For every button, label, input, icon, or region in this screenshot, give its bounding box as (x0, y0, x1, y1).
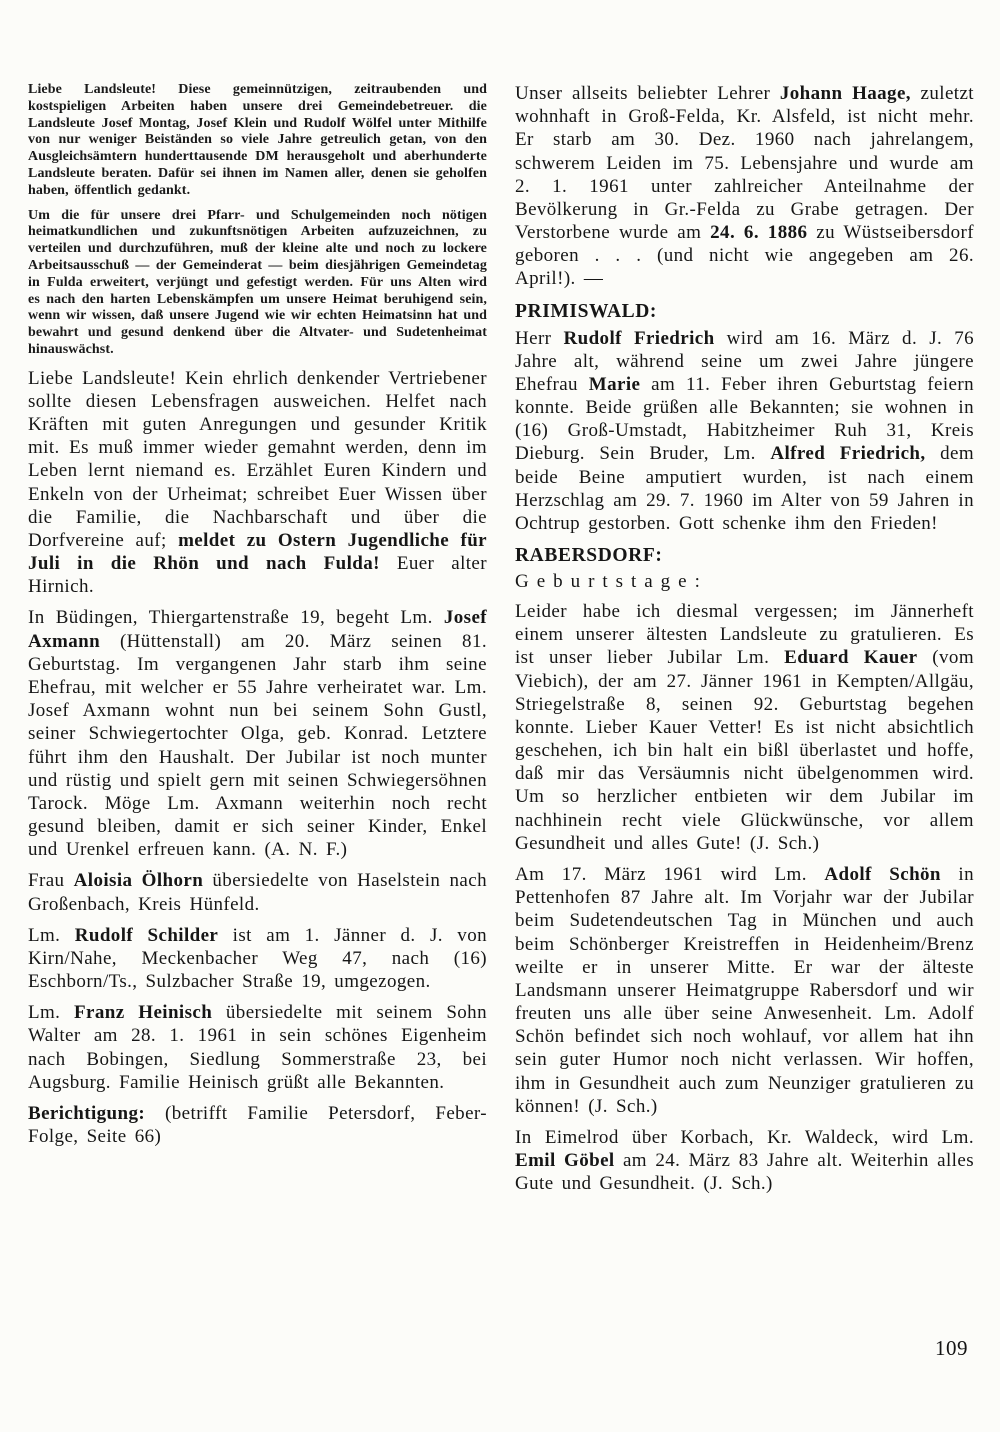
paragraph (28, 208, 487, 359)
text-run: am 24. März 83 Jahre alt. Weiterhin alles Gute und Gesundheit. (J. Sch.) (515, 1150, 974, 1195)
paragraph (28, 82, 487, 200)
paragraph (28, 869, 487, 915)
bold-text-run: Berichtigung: (28, 1102, 146, 1124)
paragraph (515, 82, 974, 291)
bold-text-run: Marie (588, 373, 641, 395)
page-number: 109 (935, 1336, 968, 1360)
bold-text-run: Josef Axmann (28, 607, 487, 652)
text-run: In Büdingen, Thiergartenstraße 19, begeht Lm. (28, 607, 444, 629)
bold-text-run: Franz Heinisch (74, 1002, 213, 1024)
paragraph (28, 1001, 487, 1094)
right-column (515, 82, 974, 1203)
text-run: In Eimelrod über Korbach, Kr. Waldeck, wird Lm. (515, 1126, 974, 1148)
text-run: ist am 1. Jänner d. J. von Kirn/Nahe, Meckenbacher Weg 47, nach (16) Eschborn/Ts., Sulzbacher Straße 19, umgezogen. (28, 924, 487, 993)
section-heading: RABERSDORF: (515, 545, 663, 567)
text-run: übersiedelte mit seinem Sohn Walter am 28. 1. 1961 in sein schönes Eigenheim nach Bobingen, Siedlung Sommerstraße 23, bei Augsburg. Familie Heinisch grüßt alle Bekannten. (28, 1002, 487, 1093)
text-run: Um die für unsere drei Pfarr- und Schulgemeinden noch nötigen heimatkundlichen und zukunftsnötigen Arbeiten aufzuzeichnen, zu verteilen und durchzuführen, muß der kleine alte und noch zu lockere Arbeitsausschuß — der Gemeinderat — beim diesjährigen Gemeindetag in Fulda erweitert, verjüngt und gefestigt werden. Für uns Alten wird es nach den harten Lebenskämpfen um unsere Heimat beruhigend sein, wenn wir wissen, daß unsere Jugend wie wir echten Heimatsinn hat und bewahrt und gesund denkend über die Altvater- und Sudetenheimat hinauswächst. (28, 207, 487, 357)
paragraph (28, 606, 487, 861)
text-run: (Hüttenstall) am 20. März seinen 81. Geburtstag. Im vergangenen Jahr starb ihm seine Ehefrau, mit welcher er 55 Jahre verheiratet war. Lm. Josef Axmann wohnt nun bei seinem Sohn Gustl, seiner Schwiegertochter Olga, geb. Konrad. Letztere führt ihm den Haushalt. Der Jubilar ist noch munter und rüstig und spielt gern mit seinen Schwiegersöhnen Tarock. Möge Lm. Axmann weiterhin noch recht gesund bleiben, damit er sich seiner Kinder, Enkel und Urenkel erfreuen kann. (A. N. F.) (28, 630, 487, 861)
text-run: Frau (28, 870, 74, 892)
text-run: Leider habe ich diesmal vergessen; im Jännerheft einem unserer ältesten Landsleute zu gratulieren. Es ist unser lieber Jubilar Lm. (515, 601, 974, 669)
bold-text-run: Rudolf Schilder (74, 924, 219, 946)
paragraph (28, 924, 487, 994)
text-run: dem beide Beine amputiert wurden, ist nach einem Herzschlag am 29. 7. 1960 im Alter von 59 Jahren in Ochtrup gestorben. Gott schenke ihm den Frieden! (515, 443, 975, 534)
text-run: Euer alter Hirnich. (28, 553, 487, 598)
text-run: Unser allseits beliebter Lehrer (515, 83, 780, 104)
text-run: zuletzt wohnhaft in Groß-Felda, Kr. Alsfeld, ist nicht mehr. Er starb am 30. Dez. 1960 nach jahrelangem, schwerem Leiden im 75. Lebensjahre und wurde am 2. 1. 1961 unter zahlreicher Anteilnahme der Bevölkerung in Gr.-Felda zu Grabe getragen. Der Verstorbene wurde am (515, 83, 974, 244)
text-run: Lm. (28, 1002, 75, 1024)
bold-text-run: Rudolf Friedrich (563, 327, 715, 349)
text-run: (betrifft Familie Petersdorf, Feber-Folge, Seite 66) (28, 1102, 487, 1148)
text-run: Liebe Landsleute! Kein ehrlich denkender Vertriebener sollte diesen Lebensfragen ausweichen. Helfet nach Kräften mit guten Anregungen und gesunder Kritik mit. Es muß immer wieder gemahnt werden, denn im Leben lernt niemand es. Erzählet Euren Kindern und Enkeln von der Urheimat; schreibet Euer Wissen über die Familie, die Nachbarschaft und über die Dorfvereine auf; (28, 367, 487, 551)
text-run: übersiedelte von Haselstein nach Großenbach, Kreis Hünfeld. (28, 870, 487, 915)
bold-text-run: Adolf Schön (824, 863, 941, 885)
subsection-heading: Geburtstage: (515, 571, 708, 593)
bold-text-run: Alfred Friedrich, (770, 443, 926, 465)
bold-text-run: meldet zu Ostern Jugendliche für Juli in die Rhön und nach Fulda! (28, 529, 487, 575)
text-run: (vom Viebich), der am 27. Jänner 1961 in Kempten/Allgäu, Striegelstraße 8, seinen 92. Geburtstag begehen konnte. Lieber Kauer Vetter! Es ist nicht absichtlich geschehen, ich bin halt ein bißl überlastet und hoffe, daß mir das Versäumnis nicht übelgenommen wird. Um so herzlicher entbieten wir dem Jubilar im nachhinein recht viele Glückwünsche, vor allem Gesundheit und alles Gute! (J. Sch.) (515, 647, 974, 854)
section-heading: PRIMISWALD: (515, 300, 658, 322)
text-run: Liebe Landsleute! Diese gemeinnützigen, zeitraubenden und kostspieligen Arbeiten haben unsere drei Gemeindebetreuer. die Landsleute Josef Montag, Josef Klein und Rudolf Wölfel unter Mithilfe von nur weniger Beiständen so viele Jahre getreulich getan, von den Ausgleichsämtern hunderttausende DM herausgeholt und aberhunderte Landsleute beraten. Dafür sei ihnen im Namen aller, denen sie geholfen haben, öffentlich gedankt. (28, 82, 487, 198)
paragraph (515, 863, 974, 1118)
paragraph (28, 1102, 487, 1148)
bold-text-run: Johann Haage, (779, 83, 911, 104)
text-run: Herr (515, 327, 564, 349)
bold-text-run: Eduard Kauer (784, 647, 918, 669)
text-run: am 11. Feber ihren Geburtstag feiern konnte. Beide grüßen alle Bekannten; sie wohnen in (16) Groß-Umstadt, Habitzheimer Ruh 31, Kreis Dieburg. Sein Bruder, Lm. (515, 373, 974, 465)
paragraph (515, 327, 974, 536)
bold-text-run: Emil Göbel (515, 1150, 615, 1172)
left-column (28, 82, 487, 1203)
text-run: zu Wüstseibersdorf geboren . . . (und nicht wie angegeben am 26. April!). — (515, 222, 974, 290)
paragraph (515, 1126, 974, 1196)
paragraph (28, 367, 487, 599)
text-run: Lm. (28, 924, 75, 946)
text-run: wird am 16. März d. J. 76 Jahre alt, während seine um zwei Jahre jüngere Ehefrau (515, 327, 975, 395)
paragraph (515, 600, 974, 855)
text-run: in Pettenhofen 87 Jahre alt. Im Vorjahr war der Jubilar beim Sudetendeutschen Tag in München und auch beim Schönberger Kreistreffen in Heidenheim/Brenz weilte er in unserer Mitte. Er war der älteste Landsmann unserer Heimatgruppe Rabersdorf und wir freuten uns alle über seine Anwesenheit. Lm. Adolf Schön befindet sich noch wohlauf, vor allem hat ihn sein guter Humor noch nicht verlassen. Wir hoffen, ihm in Gesundheit auch zum Neunziger gratulieren zu können! (J. Sch.) (515, 863, 974, 1117)
bold-text-run: Aloisia Ölhorn (73, 870, 204, 892)
bold-text-run: 24. 6. 1886 (710, 222, 808, 244)
text-run: Am 17. März 1961 wird Lm. (515, 863, 825, 885)
